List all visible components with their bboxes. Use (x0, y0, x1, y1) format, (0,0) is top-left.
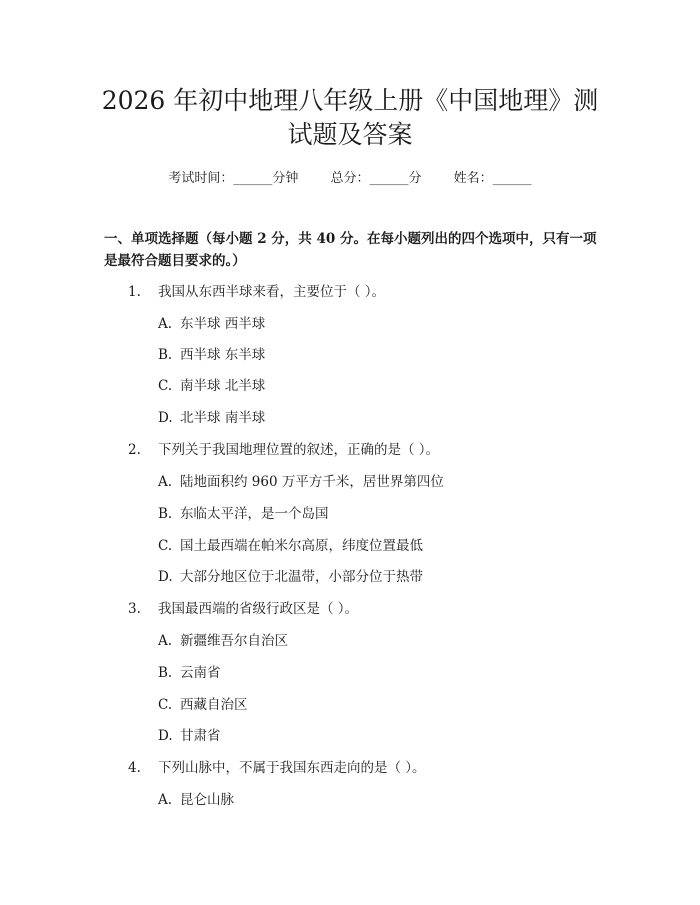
option-letter: B. (158, 347, 173, 363)
option-text: 南半球 北半球 (180, 378, 266, 394)
question-text: 我国最西端的省级行政区是（ ）。 (158, 601, 359, 617)
q3-option-c (158, 696, 248, 714)
option-letter: D. (158, 569, 173, 585)
question-text: 下列山脉中，不属于我国东西走向的是（ ）。 (158, 760, 426, 776)
option-text: 云南省 (180, 665, 221, 681)
q2-option-b (158, 505, 329, 523)
option-letter: B. (158, 506, 173, 522)
option-letter: D. (158, 410, 173, 426)
q4-option-a (158, 791, 234, 809)
option-text: 大部分地区位于北温带，小部分位于热带 (180, 569, 423, 585)
option-text: 甘肃省 (180, 728, 221, 744)
question-number: 1. (128, 284, 141, 300)
option-letter: B. (158, 665, 173, 681)
exam-meta (0, 170, 700, 188)
question-number: 2. (128, 442, 141, 458)
option-letter: C. (158, 378, 173, 394)
q3-option-b (158, 664, 221, 682)
option-letter: A. (158, 792, 173, 808)
q2-option-c (158, 537, 423, 555)
option-text: 东临太平洋，是一个岛国 (180, 506, 329, 522)
option-letter: A. (158, 316, 173, 332)
option-text: 东半球 西半球 (180, 316, 266, 332)
question-4 (128, 759, 426, 777)
option-letter: A. (158, 474, 173, 490)
option-letter: D. (158, 728, 173, 744)
q3-option-d (158, 727, 221, 745)
page-title-line-2: 试题及答案 (287, 120, 413, 149)
option-letter: A. (158, 633, 173, 649)
question-3 (128, 600, 358, 618)
q1-option-c (158, 377, 265, 395)
total-score-field: 总分：______分 (330, 171, 422, 186)
option-text: 西半球 东半球 (180, 347, 266, 363)
section-heading-line-2: 是最符合题目要求的。） (104, 253, 246, 269)
option-text: 陆地面积约 960 万平方千米，居世界第四位 (180, 474, 444, 490)
exam-time-field: 考试时间：______分钟 (168, 171, 299, 186)
option-text: 国土最西端在帕米尔高原，纬度位置最低 (180, 538, 423, 554)
option-text: 昆仑山脉 (180, 792, 234, 808)
student-name-field: 姓名：______ (453, 171, 532, 186)
option-text: 北半球 南半球 (180, 410, 266, 426)
question-1 (128, 283, 385, 301)
option-letter: C. (158, 697, 173, 713)
page-title-line-1: 2026 年初中地理八年级上册《中国地理》测 (101, 86, 599, 115)
q1-option-a (158, 315, 265, 333)
question-text: 下列关于我国地理位置的叙述，正确的是（ ）。 (158, 442, 440, 458)
option-text: 新疆维吾尔自治区 (180, 633, 288, 649)
option-text: 西藏自治区 (180, 697, 248, 713)
question-number: 3. (128, 601, 141, 617)
section-heading-line-1: 一、单项选择题（每小题 2 分，共 40 分。在每小题列出的四个选项中，只有一项 (104, 231, 597, 247)
question-number: 4. (128, 760, 141, 776)
option-letter: C. (158, 538, 173, 554)
q3-option-a (158, 632, 288, 650)
question-text: 我国从东西半球来看，主要位于（ ）。 (158, 284, 386, 300)
q1-option-b (158, 346, 265, 364)
q2-option-a (158, 473, 444, 491)
question-2 (128, 441, 439, 459)
q2-option-d (158, 568, 423, 586)
q1-option-d (158, 409, 265, 427)
